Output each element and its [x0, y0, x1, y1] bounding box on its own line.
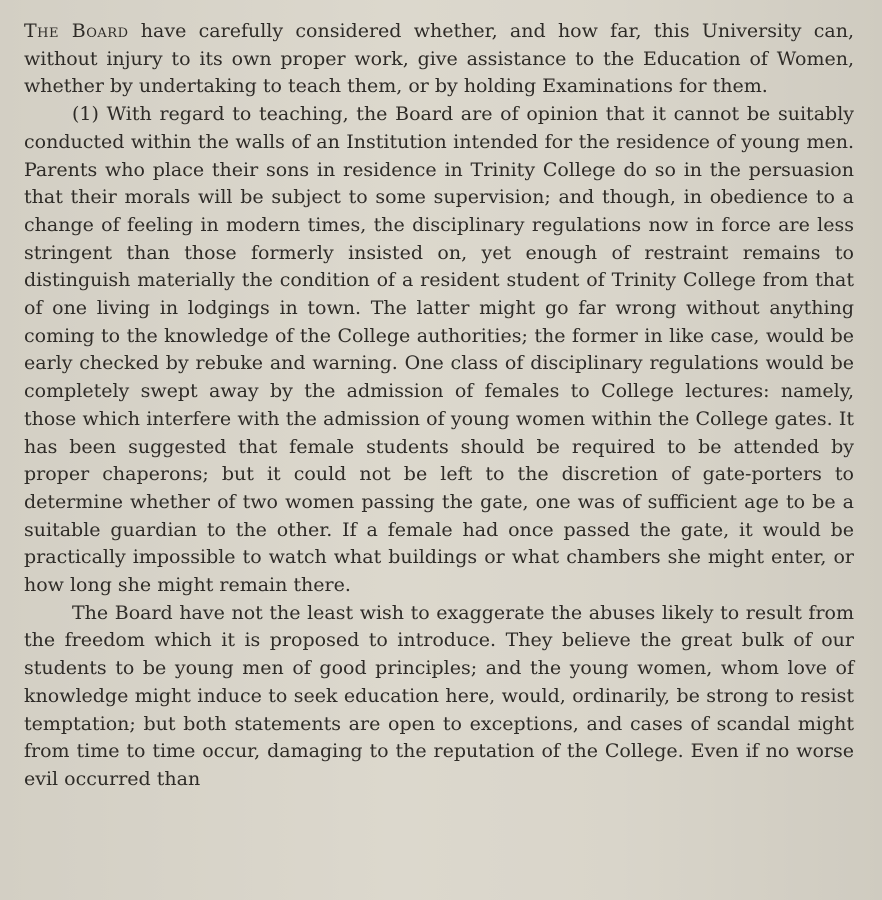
- opening-words: The Board: [24, 20, 129, 42]
- document-text: [24, 18, 854, 794]
- paragraph-abuses: [24, 600, 854, 794]
- paragraph-teaching: [24, 101, 854, 600]
- paragraph-text: (1) With regard to teaching, the Board are of opinion that it cannot be suitably conducted within the walls of an Institution intended for the residence of young men. Parents who place their sons in residence in Trinity College do so in the persuasion that their morals will be subject to some supervision; and though, in obedience to a change of feeling in modern times, the disciplinary regulations now in force are less stringent than those formerly insisted on, yet enough of restraint remains to distinguish materially the condition of a resident student of Trinity College from that of one living in lodgings in town. The latter might go far wrong without anything coming to the knowledge of the College authorities; the former in like case, would be early checked by rebuke and warning. One class of disciplinary regulations would be completely swept away by the admission of females to College lectures: namely, those which interfere with the admission of young women within the College gates. It has been suggested that female students should be required to be attended by proper chaperons; but it could not be left to the discretion of gate-porters to determine whether of two women passing the gate, one was of sufficient age to be a suitable guardian to the other. If a female had once passed the gate, it would be practically impossible to watch what buildings or what chambers she might enter, or how long she might remain there.: [24, 103, 854, 597]
- paragraph-board-consideration: [24, 18, 854, 101]
- paragraph-text: have carefully considered whether, and how far, this University can, without injury to its own proper work, give assistance to the Education of Women, whether by undertaking to teach them, or by holding Examinations for them.: [24, 20, 854, 98]
- paragraph-text: The Board have not the least wish to exaggerate the abuses likely to result from the freedom which it is proposed to introduce. They believe the great bulk of our students to be young men of good principles; and the young women, whom love of knowledge might induce to seek education here, would, ordinarily, be strong to resist temptation; but both statements are open to exceptions, and cases of scandal might from time to time occur, damaging to the reputation of the College. Even if no worse evil occurred than: [24, 601, 854, 790]
